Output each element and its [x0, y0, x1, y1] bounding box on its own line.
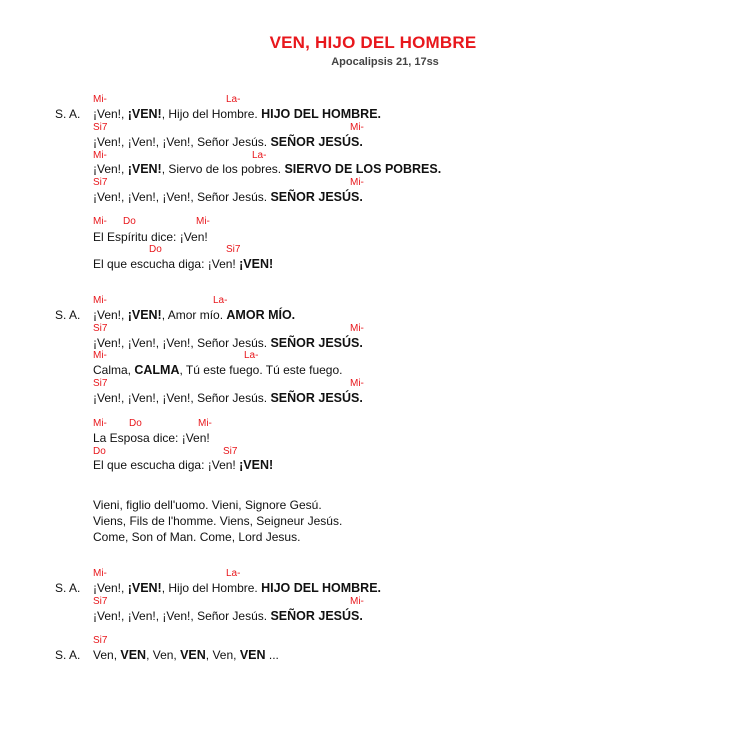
voice-label: S. A. — [55, 648, 81, 662]
lyric-line: ¡Ven!, ¡Ven!, ¡Ven!, Señor Jesús. SEÑOR JESÚS. — [93, 391, 363, 405]
translation-line: Come, Son of Man. Come, Lord Jesus. — [93, 530, 301, 544]
lyric-line: ¡Ven!, ¡VEN!, Siervo de los pobres. SIERVO DE LOS POBRES. — [93, 162, 442, 176]
chord: La- — [226, 94, 241, 105]
chord: Si7 — [226, 244, 241, 255]
chord: Mi- — [93, 350, 107, 361]
chord: Si7 — [93, 122, 108, 133]
voice-label: S. A. — [55, 581, 81, 595]
chord: La- — [213, 295, 228, 306]
chord: Mi- — [93, 216, 107, 227]
chord: Mi- — [350, 122, 364, 133]
lyric-line: ¡Ven!, ¡VEN!, Hijo del Hombre. HIJO DEL HOMBRE. — [93, 581, 382, 595]
voice-label: S. A. — [55, 308, 81, 322]
chord: Do — [123, 216, 136, 227]
lyric-line: El que escucha diga: ¡Ven! ¡VEN! — [93, 257, 274, 271]
chord: La- — [226, 568, 241, 579]
lyric-line: Ven, VEN, Ven, VEN, Ven, VEN ... — [93, 648, 279, 662]
chord: Mi- — [350, 323, 364, 334]
chord: Si7 — [93, 323, 108, 334]
chord: Mi- — [93, 150, 107, 161]
chord: Si7 — [93, 378, 108, 389]
chord: Mi- — [350, 378, 364, 389]
chord: Mi- — [198, 418, 212, 429]
chord: Mi- — [93, 418, 107, 429]
chord: Do — [129, 418, 142, 429]
chord: Mi- — [196, 216, 210, 227]
song-title: VEN, HIJO DEL HOMBRE — [269, 33, 477, 52]
chord: Mi- — [350, 596, 364, 607]
chord: Si7 — [93, 596, 108, 607]
chord: Mi- — [93, 295, 107, 306]
chord: Mi- — [93, 568, 107, 579]
lyric-line: ¡Ven!, ¡Ven!, ¡Ven!, Señor Jesús. SEÑOR JESÚS. — [93, 609, 363, 623]
chord: La- — [244, 350, 259, 361]
lyric-line: El Espíritu dice: ¡Ven! — [93, 230, 208, 244]
scripture-reference: Apocalipsis 21, 17ss — [331, 56, 439, 68]
translation-line: Viens, Fils de l'homme. Viens, Seigneur Jesús. — [93, 514, 343, 528]
chord: Mi- — [350, 177, 364, 188]
lyric-line: El que escucha diga: ¡Ven! ¡VEN! — [93, 458, 274, 472]
translation-line: Vieni, figlio dell'uomo. Vieni, Signore Gesú. — [93, 498, 322, 512]
lyric-line: ¡Ven!, ¡VEN!, Hijo del Hombre. HIJO DEL HOMBRE. — [93, 107, 382, 121]
chord: Do — [93, 446, 106, 457]
chord: La- — [252, 150, 267, 161]
chord: Si7 — [93, 177, 108, 188]
lyric-line: ¡Ven!, ¡Ven!, ¡Ven!, Señor Jesús. SEÑOR JESÚS. — [93, 190, 363, 204]
voice-label: S. A. — [55, 107, 81, 121]
chord: Do — [149, 244, 162, 255]
chord: Mi- — [93, 94, 107, 105]
lyric-line: La Esposa dice: ¡Ven! — [93, 431, 210, 445]
chord: Si7 — [223, 446, 238, 457]
lyric-line: ¡Ven!, ¡Ven!, ¡Ven!, Señor Jesús. SEÑOR JESÚS. — [93, 336, 363, 350]
lyric-line: Calma, CALMA, Tú este fuego. Tú este fuego. — [93, 363, 343, 377]
lyric-line: ¡Ven!, ¡VEN!, Amor mío. AMOR MÍO. — [93, 308, 296, 322]
chord: Si7 — [93, 635, 108, 646]
lyric-line: ¡Ven!, ¡Ven!, ¡Ven!, Señor Jesús. SEÑOR JESÚS. — [93, 135, 363, 149]
